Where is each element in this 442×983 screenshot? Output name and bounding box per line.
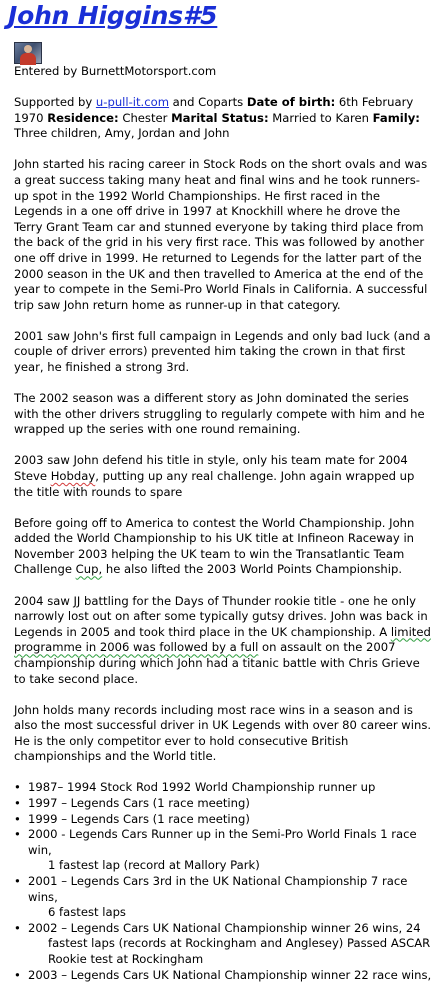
p5-part-a: Before going off to America to contest the World Championship. John added the World Championship to his UK title at Infineon Raceway in November 2003 helping the UK team to win the Transatlantic Team Challenge (14, 515, 415, 577)
list-item-text: 2000 - Legends Cars Runner up in the Semi-Pro World Finals 1 race win, (28, 827, 417, 857)
marital-status-label: Marital Status: (171, 110, 269, 125)
p4-part-c: , putting up any real challenge. John again wrapped up the title with rounds to spare (14, 468, 415, 499)
p6-part-a: 2004 saw JJ battling for the Days of Thunder rookie title - one he only narrowly lost out on after some typically gutsy drives. John was back in Legends in 2005 and took third place in the UK championship. A (14, 593, 428, 639)
p6-part-c: on assault on the 2007 championship during which John had a titanic battle with Chris Grieve to take second place. (14, 640, 420, 686)
list-item-text: 2002 – Legends Cars UK National Championship winner 26 wins, 24 (28, 920, 421, 935)
grammar-flag: limited programme in 2006 was followed by a full (14, 624, 431, 655)
list-item (14, 812, 432, 828)
list-item-text: 1987– 1994 Stock Rod 1992 World Championship runner up (28, 780, 376, 795)
avatar-head-shape (24, 45, 32, 53)
misspelled-word: Hobday (50, 468, 96, 483)
bio-paragraph-records: John holds many records including most race wins in a season and is also the most successful driver in UK Legends with over 80 career wins. He is the only competitor ever to hold consecutive British championships and the World title. (14, 702, 432, 764)
list-item-text: 2003 – Legends Cars UK National Championship winner 22 race wins, (28, 967, 432, 982)
list-item (14, 796, 432, 812)
sponsor-rest: and Coparts (169, 95, 247, 110)
article-body (14, 64, 432, 983)
profile-details (14, 95, 432, 142)
list-item (14, 827, 432, 874)
list-item-text: 1997 – Legends Cars (1 race meeting) (28, 796, 250, 811)
bio-paragraph-2001: 2001 saw John's first full campaign in Legends and only bad luck (and a couple of driver errors) prevented him taking the crown in that first year, he finished a strong 3rd. (14, 328, 431, 374)
entered-by-text: Entered by BurnettMotorsport.com (14, 64, 217, 78)
dob-value: 6th February 1970 (14, 95, 414, 125)
bio-paragraph-world-championship (14, 516, 432, 578)
list-item (14, 780, 432, 796)
bio-paragraph-2003 (14, 453, 432, 500)
driver-avatar (14, 42, 42, 64)
family-label: Family: (372, 110, 420, 125)
list-item-text: 1999 – Legends Cars (1 race meeting) (28, 811, 250, 826)
family-value: Three children, Amy, Jordan and John (14, 126, 230, 141)
supported-by-label: Supported by (14, 95, 96, 110)
bio-paragraph-early-career: John started his racing career in Stock Rods on the short ovals and was a great success taking many heat and final wins and he took runners-up spot in the 1992 World Championships. He first raced in the Legends in a one off drive in 1997 at Knockhill where he drove the Terry Grant Team car and stunned everyone by taking third place from the back of the grid in his very first race. This was followed by another one off drive in 1999. He returned to Legends for the latter part of the 2000 season in the UK and then travelled to America at the end of the year to compete in the Semi-Pro World Finals in California. A successful trip saw John return home as runner-up in that category. (14, 157, 428, 312)
residence-value: Chester (118, 110, 172, 125)
list-item (14, 874, 432, 921)
page-title[interactable]: John Higgins#5 (8, 1, 218, 30)
bio-paragraph-2002: The 2002 season was a different story as John dominated the series with the other drivers struggling to regularly compete with him and he wrapped up the series with one round remaining. (14, 391, 425, 437)
dob-label: Date of birth: (246, 95, 336, 110)
achievements-list (14, 780, 432, 983)
p4-part-a: 2003 saw John defend his title in style, only his team mate for 2004 Steve (14, 453, 408, 483)
list-item-continuation: fastest laps (records at Rockingham and Anglesey) Passed ASCAR Rookie test at Rockingham (48, 936, 431, 966)
list-item-continuation: 6 fastest laps (48, 905, 126, 920)
list-item-continuation: 1 fastest lap (record at Mallory Park) (48, 858, 260, 873)
grammar-flag: Cup, (75, 562, 103, 577)
list-item (14, 968, 432, 983)
list-item-text: 2001 – Legends Cars 3rd in the UK National Championship 7 race wins, (28, 874, 408, 904)
sponsor-link[interactable]: u-pull-it.com (95, 95, 169, 110)
marital-status-value: Married to Karen (268, 110, 373, 125)
p5-part-c: he also lifted the 2003 World Points Championship. (102, 562, 403, 577)
bio-paragraph-2004-2007 (14, 594, 432, 688)
list-item (14, 921, 432, 968)
residence-label: Residence: (47, 110, 119, 125)
